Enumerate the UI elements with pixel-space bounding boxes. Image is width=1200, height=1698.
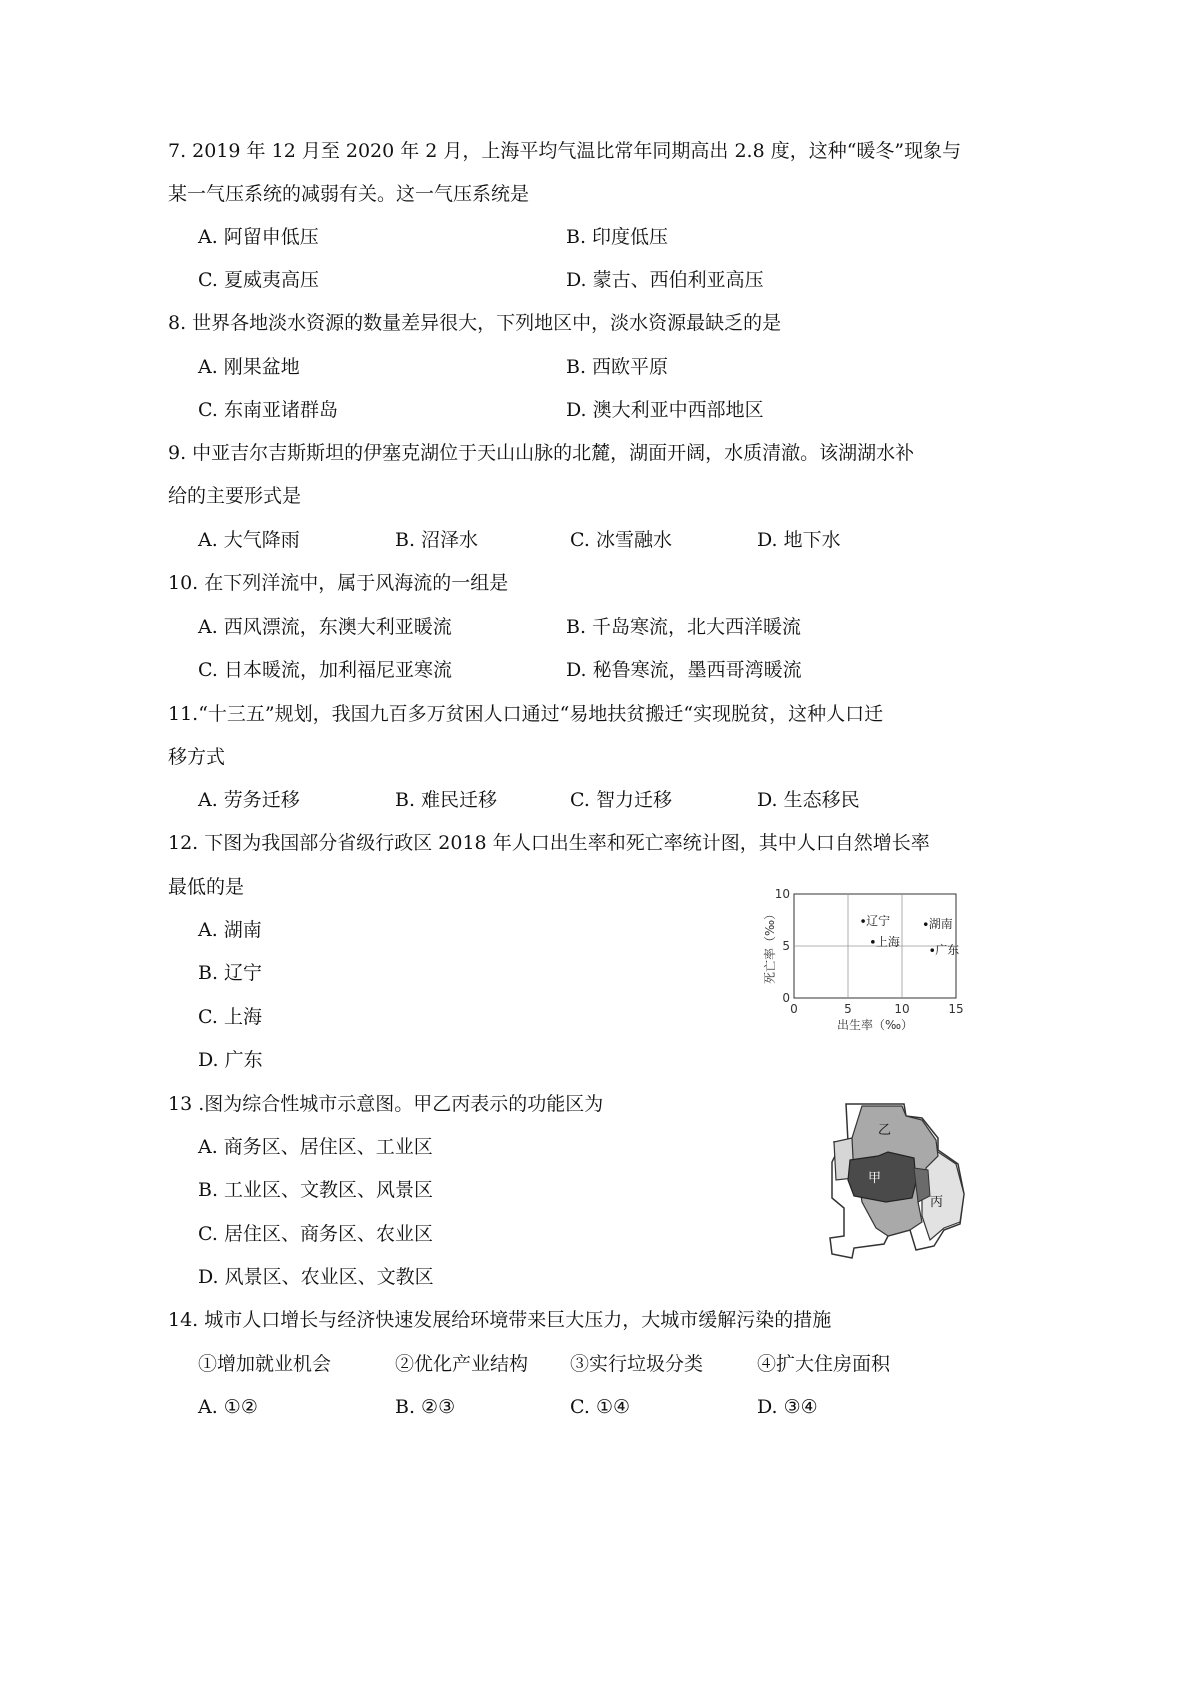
q14-stem-line1: 14. 城市人口增长与经济快速发展给环境带来巨大压力，大城市缓解污染的措施 bbox=[168, 1309, 832, 1331]
q8-stem-line1: 8. 世界各地淡水资源的数量差异很大，下列地区中，淡水资源最缺乏的是 bbox=[168, 312, 782, 334]
x-axis-label: 出生率（‰） bbox=[836, 1018, 914, 1032]
q14-measure-2: ②优化产业结构 bbox=[395, 1353, 529, 1375]
birth-death-rate-chart bbox=[760, 880, 975, 1040]
q10-stem-line1: 10. 在下列洋流中，属于风海流的一组是 bbox=[168, 572, 509, 594]
q12-stem-line1: 12. 下图为我国部分省级行政区 2018 年人口出生率和死亡率统计图，其中人口自然增长率 bbox=[168, 832, 930, 854]
q11-option-b: B. 难民迁移 bbox=[395, 789, 498, 811]
x-tick-label: 0 bbox=[790, 1002, 798, 1016]
q14-option-c: C. ①④ bbox=[570, 1396, 631, 1418]
q12-option-d: D. 广东 bbox=[198, 1049, 263, 1071]
q12-option-b: B. 辽宁 bbox=[198, 962, 263, 984]
zone-jia-label: 甲 bbox=[868, 1171, 882, 1186]
data-point-label: 上海 bbox=[875, 934, 900, 949]
q13-stem-line1: 13 .图为综合性城市示意图。甲乙丙表示的功能区为 bbox=[168, 1093, 604, 1115]
y-axis-label: 死亡率（‰） bbox=[763, 907, 777, 985]
q8-option-a: A. 刚果盆地 bbox=[198, 356, 300, 378]
q10-option-c: C. 日本暖流，加利福尼亚寒流 bbox=[198, 659, 452, 681]
q14-option-b: B. ②③ bbox=[395, 1396, 456, 1418]
data-point bbox=[871, 940, 875, 944]
q13-option-a: A. 商务区、居住区、工业区 bbox=[198, 1136, 433, 1158]
city-zone-diagram bbox=[826, 1098, 971, 1268]
q12-option-c: C. 上海 bbox=[198, 1006, 262, 1028]
q9-option-a: A. 大气降雨 bbox=[198, 529, 300, 551]
q9-stem-line2: 给的主要形式是 bbox=[168, 485, 302, 507]
data-point bbox=[861, 919, 865, 923]
q11-stem-line1: 11.“十三五”规划，我国九百多万贫困人口通过“易地扶贫搬迁“实现脱贫，这种人口迁 bbox=[168, 703, 884, 725]
q8-option-d: D. 澳大利亚中西部地区 bbox=[566, 399, 764, 421]
q7-option-a: A. 阿留申低压 bbox=[198, 226, 319, 248]
q9-option-c: C. 冰雪融水 bbox=[570, 529, 672, 551]
q7-stem-line2: 某一气压系统的减弱有关。这一气压系统是 bbox=[168, 183, 530, 205]
data-point-label: 广东 bbox=[935, 943, 960, 958]
y-tick-label: 10 bbox=[774, 887, 790, 901]
zone-bing-label: 丙 bbox=[930, 1195, 944, 1210]
q14-option-d: D. ③④ bbox=[757, 1396, 818, 1418]
y-tick-label: 5 bbox=[782, 939, 790, 953]
q12-stem-line2: 最低的是 bbox=[168, 876, 245, 898]
q13-option-b: B. 工业区、文教区、风景区 bbox=[198, 1179, 434, 1201]
q7-option-d: D. 蒙古、西伯利亚高压 bbox=[566, 269, 764, 291]
q11-stem-line2: 移方式 bbox=[168, 746, 226, 768]
x-tick-label: 15 bbox=[948, 1002, 964, 1016]
q10-option-d: D. 秘鲁寒流，墨西哥湾暖流 bbox=[566, 659, 802, 681]
x-tick-label: 10 bbox=[894, 1002, 910, 1016]
q11-option-a: A. 劳务迁移 bbox=[198, 789, 300, 811]
q13-option-c: C. 居住区、商务区、农业区 bbox=[198, 1223, 433, 1245]
q12-option-a: A. 湖南 bbox=[198, 919, 262, 941]
q11-option-c: C. 智力迁移 bbox=[570, 789, 672, 811]
q14-option-a: A. ①② bbox=[198, 1396, 258, 1418]
q11-option-d: D. 生态移民 bbox=[757, 789, 860, 811]
y-tick-label: 0 bbox=[782, 991, 790, 1005]
q10-option-a: A. 西风漂流，东澳大利亚暖流 bbox=[198, 616, 452, 638]
q7-option-c: C. 夏威夷高压 bbox=[198, 269, 319, 291]
q8-option-b: B. 西欧平原 bbox=[566, 356, 669, 378]
q14-measure-1: ①增加就业机会 bbox=[198, 1353, 332, 1375]
q10-option-b: B. 千岛寒流，北大西洋暖流 bbox=[566, 616, 802, 638]
data-point bbox=[930, 948, 934, 952]
q14-measure-3: ③实行垃圾分类 bbox=[570, 1353, 704, 1375]
x-tick-label: 5 bbox=[844, 1002, 852, 1016]
q9-stem-line1: 9. 中亚吉尔吉斯斯坦的伊塞克湖位于天山山脉的北麓，湖面开阔，水质清澈。该湖湖水补 bbox=[168, 442, 915, 464]
data-point-label: 湖南 bbox=[928, 917, 953, 932]
q9-option-d: D. 地下水 bbox=[757, 529, 841, 551]
q7-stem-line1: 7. 2019 年 12 月至 2020 年 2 月，上海平均气温比常年同期高出 2.8 度，这种“暖冬”现象与 bbox=[168, 140, 962, 162]
data-point bbox=[924, 922, 928, 926]
q13-option-d: D. 风景区、农业区、文教区 bbox=[198, 1266, 434, 1288]
zone-yi-label: 乙 bbox=[878, 1123, 892, 1138]
q8-option-c: C. 东南亚诸群岛 bbox=[198, 399, 338, 421]
q14-measure-4: ④扩大住房面积 bbox=[757, 1353, 891, 1375]
q7-option-b: B. 印度低压 bbox=[566, 226, 669, 248]
data-point-label: 辽宁 bbox=[866, 914, 891, 929]
q9-option-b: B. 沼泽水 bbox=[395, 529, 479, 551]
zone-jia-shape bbox=[848, 1152, 916, 1202]
